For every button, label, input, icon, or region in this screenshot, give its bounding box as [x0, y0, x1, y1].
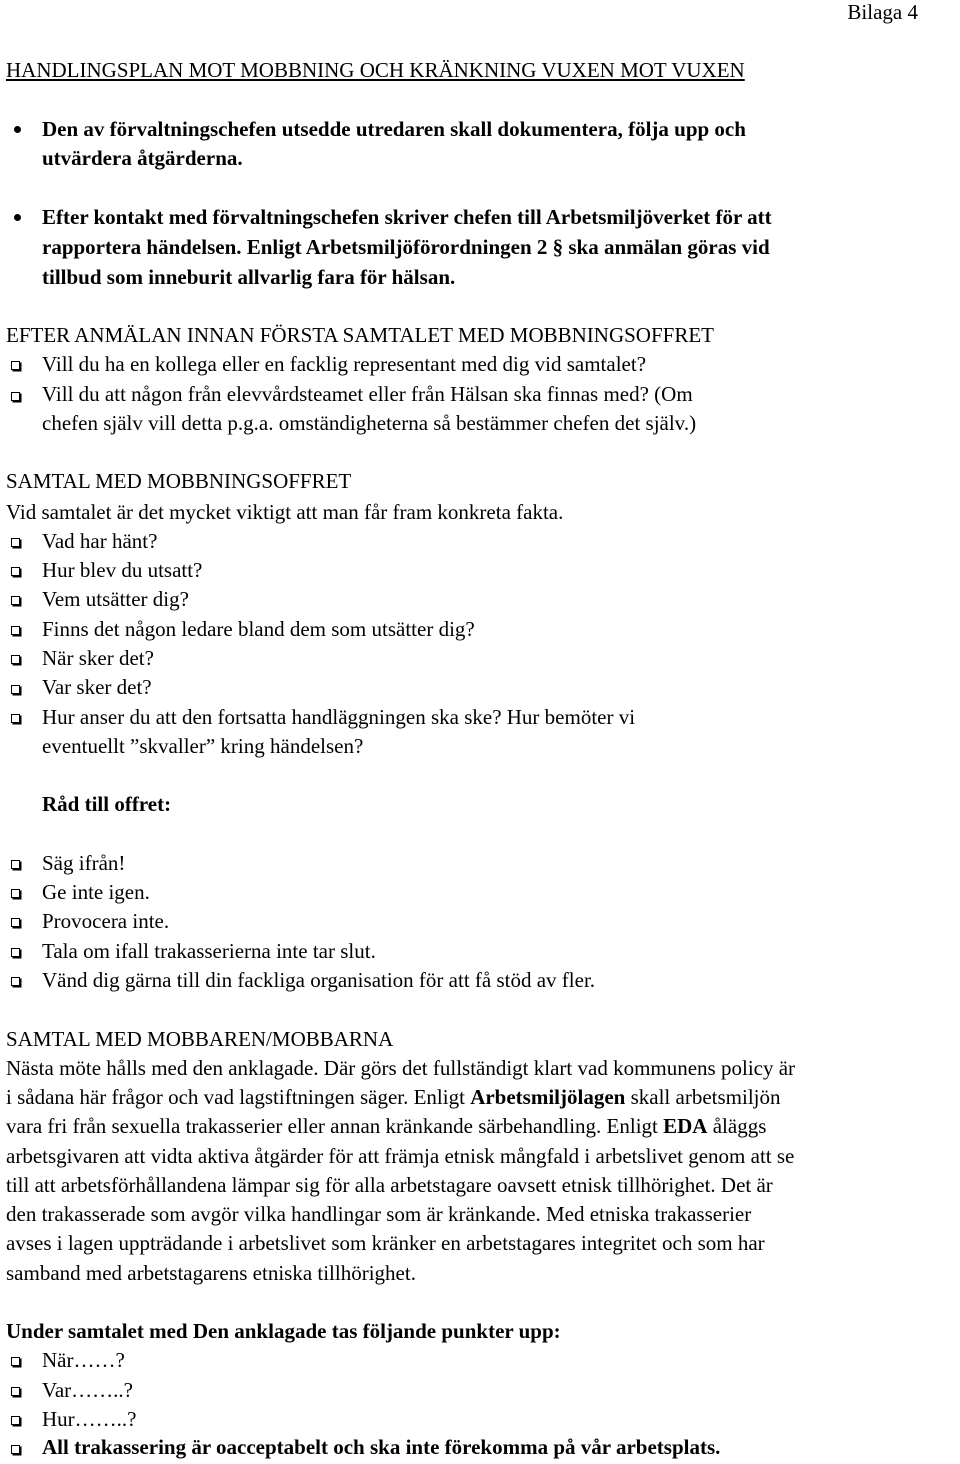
- advice-item-4: Tala om ifall trakasserierna inte tar slut.: [42, 939, 376, 963]
- section-heading-talk-victim: SAMTAL MED MOBBNINGSOFFRET: [6, 469, 352, 493]
- checkbox-icon: [11, 1357, 20, 1366]
- checkbox-icon: [11, 714, 20, 723]
- section3-line-5: till att arbetsförhållandena lämpar sig för alla arbetstagare oavsett etnisk tillhörighet. Det är: [6, 1173, 773, 1197]
- section3-line-2-part-1: i sådana här frågor och vad lagstiftningen säger. Enligt: [6, 1085, 465, 1109]
- section4-item-2: Var……..?: [42, 1378, 133, 1402]
- bullet-icon: [14, 214, 21, 221]
- document-title: HANDLINGSPLAN MOT MOBBNING OCH KRÄNKNING VUXEN MOT VUXEN: [6, 58, 745, 82]
- section-heading-talk-bullies: SAMTAL MED MOBBAREN/MOBBARNA: [6, 1027, 394, 1051]
- checkbox-icon: [11, 567, 20, 576]
- section1-item-2-line-2: chefen själv vill detta p.g.a. omständigheterna så bestämmer chefen det själv.): [42, 411, 697, 435]
- section3-line-1: Nästa möte hålls med den anklagade. Där görs det fullständigt klart vad kommunens policy är: [6, 1056, 796, 1080]
- checkbox-icon: [11, 977, 20, 986]
- section3-line-8: samband med arbetstagarens etniska tillhörighet.: [6, 1261, 416, 1285]
- checkbox-icon: [11, 860, 20, 869]
- page-label: Bilaga 4: [847, 0, 918, 24]
- intro-bullet-1-line-1: Den av förvaltningschefen utsedde utredaren skall dokumentera, följa upp och: [42, 117, 746, 141]
- section4-item-1: När……?: [42, 1348, 125, 1372]
- advice-heading: Råd till offret:: [42, 792, 172, 816]
- checkbox-icon: [11, 392, 20, 401]
- section4-item-3: Hur……..?: [42, 1407, 137, 1431]
- section2-item-7-line-1: Hur anser du att den fortsatta handläggningen ska ske? Hur bemöter vi: [42, 705, 636, 729]
- checkbox-icon: [11, 361, 20, 370]
- checkbox-icon: [11, 918, 20, 927]
- checkbox-icon: [11, 1387, 20, 1396]
- advice-item-1: Säg ifrån!: [42, 851, 126, 875]
- checkbox-icon: [11, 538, 20, 547]
- advice-item-5: Vänd dig gärna till din fackliga organisation för att få stöd av fler.: [42, 968, 596, 992]
- section3-line-4: arbetsgivaren att vidta aktiva åtgärder för att främja etnisk mångfald i arbetslivet genom att se: [6, 1144, 795, 1168]
- section3-line-3: [6, 1112, 766, 1141]
- section3-line-2: [6, 1083, 781, 1112]
- law-name-eda: EDA: [663, 1114, 708, 1138]
- checkbox-icon: [11, 1445, 20, 1454]
- section1-item-1: Vill du ha en kollega eller en facklig representant med dig vid samtalet?: [42, 352, 647, 376]
- checkbox-icon: [11, 655, 20, 664]
- advice-item-3: Provocera inte.: [42, 909, 170, 933]
- section1-item-2-line-1: Vill du att någon från elevvårdsteamet eller från Hälsan ska finnas med? (Om: [42, 382, 693, 406]
- checkbox-icon: [11, 685, 20, 694]
- checkbox-icon: [11, 889, 20, 898]
- section3-line-6: den trakasserade som avgör vilka handlingar som är kränkande. Med etniska trakasserier: [6, 1202, 752, 1226]
- section3-line-3-part-3: åläggs: [707, 1114, 767, 1138]
- advice-item-2: Ge inte igen.: [42, 880, 150, 904]
- checkbox-icon: [11, 596, 20, 605]
- section2-item-1: Vad har hänt?: [42, 529, 158, 553]
- bullet-icon: [14, 126, 21, 133]
- section2-item-6: Var sker det?: [42, 675, 152, 699]
- section4-final-item: All trakassering är oacceptabelt och ska inte förekomma på vår arbetsplats.: [42, 1435, 721, 1459]
- intro-bullet-2-line-3: tillbud som inneburit allvarlig fara för hälsan.: [42, 265, 456, 289]
- section3-line-3-part-1: vara fri från sexuella trakasserier eller annan kränkande särbehandling. Enligt: [6, 1114, 664, 1138]
- law-name-arbetsmiljolagen: Arbetsmiljölagen: [470, 1085, 626, 1109]
- section2-item-7-line-2: eventuellt ”skvaller” kring händelsen?: [42, 734, 364, 758]
- checkbox-icon: [11, 1416, 20, 1425]
- checkbox-icon: [11, 948, 20, 957]
- intro-bullet-2-line-2: rapportera händelsen. Enligt Arbetsmiljöförordningen 2 § ska anmälan göras vid: [42, 235, 770, 259]
- section-heading-first-talk: EFTER ANMÄLAN INNAN FÖRSTA SAMTALET MED MOBBNINGSOFFRET: [6, 323, 714, 347]
- intro-bullet-1-line-2: utvärdera åtgärderna.: [42, 146, 243, 170]
- checkbox-icon: [11, 626, 20, 635]
- section3-line-2-part-3: skall arbetsmiljön: [625, 1085, 781, 1109]
- section2-item-5: När sker det?: [42, 646, 154, 670]
- section2-item-3: Vem utsätter dig?: [42, 587, 189, 611]
- section2-item-4: Finns det någon ledare bland dem som utsätter dig?: [42, 617, 475, 641]
- intro-bullet-2-line-1: Efter kontakt med förvaltningschefen skriver chefen till Arbetsmiljöverket för att: [42, 205, 772, 229]
- section2-item-2: Hur blev du utsatt?: [42, 558, 203, 582]
- section-heading-points: Under samtalet med Den anklagade tas följande punkter upp:: [6, 1319, 561, 1343]
- section3-line-7: avses i lagen uppträdande i arbetslivet som kränker en arbetstagares integritet och som har: [6, 1231, 765, 1255]
- section2-intro: Vid samtalet är det mycket viktigt att man får fram konkreta fakta.: [6, 500, 564, 524]
